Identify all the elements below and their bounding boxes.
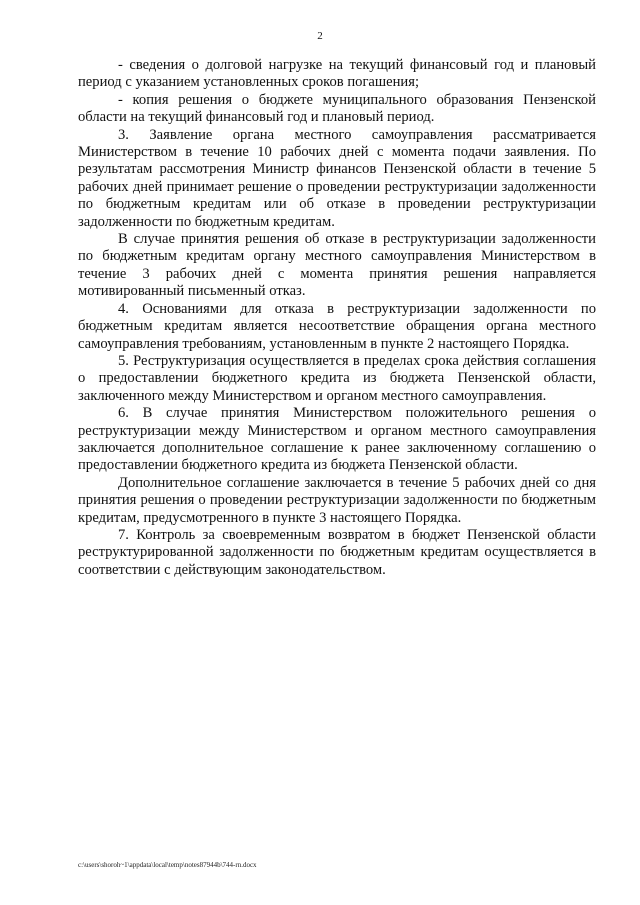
paragraph: Дополнительное соглашение заключается в течение 5 рабочих дней со дня принятия решения о проведении реструктуризации задолженности по бюджетным кредитам, предусмотренного в пункте 3 настоящего Порядка. <box>78 474 596 526</box>
paragraph: - копия решения о бюджете муниципального образования Пензенской области на текущий финансовый год и плановый период. <box>78 91 596 126</box>
paragraph: 5. Реструктуризация осуществляется в пределах срока действия соглашения о предоставлении бюджетного кредита из бюджета Пензенской области, заключенного между Министерством и органом местного самоуправления. <box>78 352 596 404</box>
paragraph: 3. Заявление органа местного самоуправления рассматривается Министерством в течение 10 рабочих дней с момента подачи заявления. По результатам рассмотрения Министр финансов Пензенской области в течение 5 рабочих дней принимает решение о проведении реструктуризации задолженности по бюджетным кредитам или об отказе в проведении реструктуризации задолженности по бюджетным кредитам. <box>78 126 596 230</box>
footer-file-path: c:\users\shoroh~1\appdata\local\temp\notes87944b\744-rn.docx <box>78 861 257 869</box>
page-number: 2 <box>317 30 323 42</box>
paragraph: 6. В случае принятия Министерством положительного решения о реструктуризации между Министерством и органом местного самоуправления заключается дополнительное соглашение к ранее заключенному соглашению о предоставлении бюджетного кредита из бюджета Пензенской области. <box>78 405 596 474</box>
document-body <box>78 57 596 579</box>
paragraph: В случае принятия решения об отказе в реструктуризации задолженности по бюджетным кредитам органу местного самоуправления Министерством в течение 3 рабочих дней с момента принятия решения направляется мотивированный письменный отказ. <box>78 231 596 300</box>
paragraph: 7. Контроль за своевременным возвратом в бюджет Пензенской области реструктурированной задолженности по бюджетным кредитам осуществляется в соответствии с действующим законодательством. <box>78 526 596 578</box>
paragraph: - сведения о долговой нагрузке на текущий финансовый год и плановый период с указанием установленных сроков погашения; <box>78 57 596 91</box>
paragraph: 4. Основаниями для отказа в реструктуризации задолженности по бюджетным кредитам является несоответствие обращения органа местного самоуправления требованиям, установленным в пункте 2 настоящего Порядка. <box>78 300 596 352</box>
